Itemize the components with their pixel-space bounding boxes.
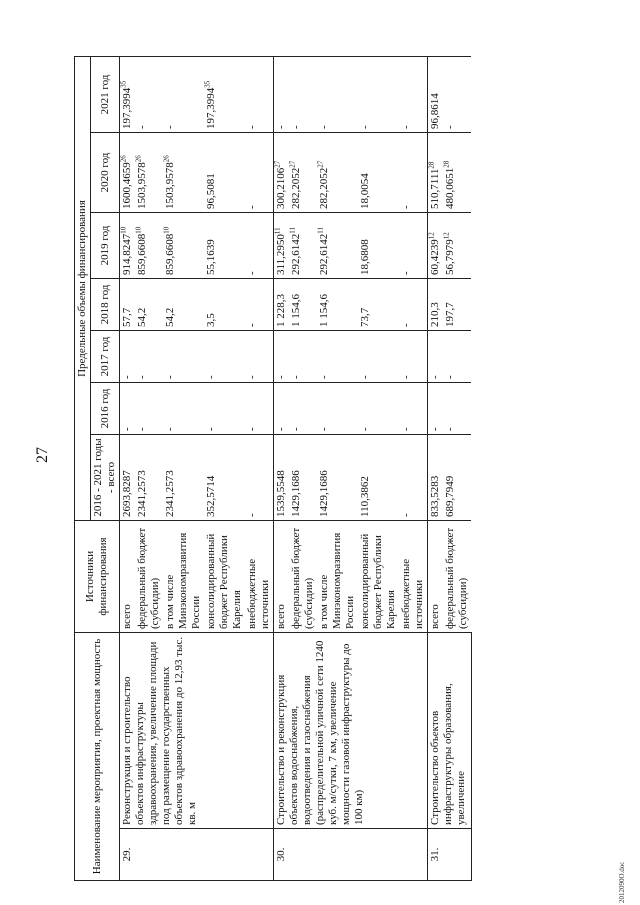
year-value (163, 383, 204, 435)
row-number: 30. (274, 829, 428, 881)
year-value (399, 133, 428, 213)
year-value (245, 279, 274, 331)
header-year: 2020 год (91, 133, 120, 213)
value-text: 55,1639 (205, 239, 217, 275)
footnote-mark: 12 (442, 232, 451, 240)
year-value (358, 331, 399, 383)
header-year: 2016 год (91, 383, 120, 435)
footnote-mark: 10 (134, 226, 143, 234)
footnote-mark: 26 (119, 155, 128, 163)
year-value (443, 57, 471, 133)
value-text: - (444, 125, 456, 129)
value-text: - (275, 125, 287, 129)
value-text: 859,6608 (136, 233, 148, 275)
year-value (120, 57, 136, 133)
value-text: - (164, 427, 176, 431)
value-text: 1503,9578 (136, 162, 148, 209)
year-value (120, 133, 136, 213)
year-value (245, 331, 274, 383)
value-text: - (205, 427, 217, 431)
value-text: 1 228,3 (275, 294, 287, 327)
value-text: - (400, 323, 412, 327)
header-year: 2017 год (91, 331, 120, 383)
value-text: 292,6142 (290, 233, 302, 275)
footnote-mark: 27 (288, 160, 297, 168)
page-number: 27 (34, 447, 51, 463)
footnote-mark: 27 (316, 160, 325, 168)
year-value (204, 57, 245, 133)
value-text: - (246, 125, 258, 129)
year-value (428, 57, 444, 133)
value-text: - (318, 125, 330, 129)
year-value (163, 331, 204, 383)
value-text: - (290, 427, 302, 431)
value-text: - (359, 427, 371, 431)
total-value: - (245, 435, 274, 521)
funding-source: всего (274, 521, 290, 633)
year-value (135, 279, 163, 331)
value-text: - (164, 125, 176, 129)
value-text: - (400, 125, 412, 129)
header-year: 2021 год (91, 57, 120, 133)
year-value (428, 331, 444, 383)
year-value (163, 57, 204, 133)
value-text: 73,7 (359, 307, 371, 327)
footnote-mark: 35 (203, 80, 212, 88)
year-value (135, 383, 163, 435)
measure-name: Строительство объектов инфраструктуры образования, увеличение (428, 633, 472, 829)
header-year: 2019 год (91, 213, 120, 279)
file-name: 2012090O.doc (618, 861, 626, 903)
table-body (120, 57, 472, 881)
value-text: - (429, 375, 441, 379)
year-value (399, 331, 428, 383)
table-row (274, 57, 290, 881)
footnote-mark: 28 (427, 161, 436, 169)
year-value (428, 133, 444, 213)
footnote-mark: 10 (162, 226, 171, 234)
value-text: - (246, 205, 258, 209)
year-value (358, 383, 399, 435)
total-value: 1429,1686 (317, 435, 358, 521)
value-text: 282,2052 (290, 167, 302, 209)
value-text: - (444, 427, 456, 431)
value-text: 197,7 (444, 302, 456, 327)
year-value (289, 57, 317, 133)
value-text: - (136, 125, 148, 129)
total-value: 689,7949 (443, 435, 471, 521)
year-value (399, 383, 428, 435)
year-value (135, 57, 163, 133)
footnote-mark: 26 (162, 155, 171, 163)
value-text: - (318, 427, 330, 431)
year-value (245, 383, 274, 435)
value-text: 914,8247 (121, 233, 133, 275)
total-value: 352,5714 (204, 435, 245, 521)
value-text: - (246, 427, 258, 431)
table-row (428, 57, 444, 881)
year-value (120, 331, 136, 383)
value-text: - (318, 375, 330, 379)
header-year: 2018 год (91, 279, 120, 331)
value-text: 96,8614 (429, 93, 441, 129)
header-source: Источники финансирования (75, 521, 120, 633)
value-text: 60,4239 (429, 239, 441, 275)
footnote-mark: 27 (273, 160, 282, 168)
value-text: 54,2 (164, 307, 176, 327)
value-text: - (290, 375, 302, 379)
year-value (317, 279, 358, 331)
funding-source: в том числе Минэкономразвития России (317, 521, 358, 633)
funding-source: в том числе Минэкономразвития России (163, 521, 204, 633)
year-value (289, 213, 317, 279)
total-value: 1539,5548 (274, 435, 290, 521)
total-value: 833,5283 (428, 435, 444, 521)
value-text: - (246, 375, 258, 379)
funding-source: внебюджетные источники (245, 521, 274, 633)
value-text: - (164, 375, 176, 379)
year-value (135, 331, 163, 383)
year-value (289, 133, 317, 213)
year-value (274, 133, 290, 213)
year-value (274, 279, 290, 331)
year-value (443, 383, 471, 435)
value-text: 1 154,6 (290, 294, 302, 327)
year-value (399, 57, 428, 133)
year-value (443, 331, 471, 383)
year-value (317, 383, 358, 435)
year-value (120, 383, 136, 435)
value-text: 54,2 (136, 307, 148, 327)
year-value (163, 213, 204, 279)
value-text: - (275, 375, 287, 379)
value-text: 96,5081 (205, 173, 217, 209)
year-value (245, 133, 274, 213)
total-value: 2341,2573 (135, 435, 163, 521)
funding-source: федеральный бюджет (субсидии) (289, 521, 317, 633)
year-value (443, 213, 471, 279)
year-value (358, 279, 399, 331)
year-value (428, 383, 444, 435)
footnote-mark: 26 (134, 155, 143, 163)
value-text: - (400, 271, 412, 275)
funding-source: консолидированный бюджет Республики Карелия (358, 521, 399, 633)
measure-name: Реконструкция и строительство объектов инфраструктуры здравоохранения, увеличение площади под размещение государственных объектов здравоохранения до 12,93 тыс. кв. м (120, 633, 274, 829)
value-text: 1600,4659 (121, 162, 133, 209)
value-text: - (429, 427, 441, 431)
footnote-mark: 11 (288, 227, 297, 234)
footnote-mark: 12 (427, 232, 436, 240)
value-text: 480,0651 (444, 167, 456, 209)
funding-source: федеральный бюджет (субсидии) (135, 521, 163, 633)
footnote-mark: 28 (442, 160, 451, 168)
funding-source: федеральный бюджет (субсидии) (443, 521, 471, 633)
value-text: 56,7979 (444, 239, 456, 275)
year-value (274, 213, 290, 279)
total-value: 2341,2573 (163, 435, 204, 521)
value-text: 3,5 (205, 313, 217, 327)
value-text: - (205, 375, 217, 379)
value-text: 18,0054 (359, 173, 371, 209)
year-value (358, 213, 399, 279)
value-text: 1503,9578 (164, 162, 176, 209)
year-value (204, 279, 245, 331)
value-text: 210,3 (429, 302, 441, 327)
measure-name: Строительство и реконструкция объектов водоснабжения, водоотведения и газоснабжения (распределительной уличной сети 1240 куб. м/сутки, 7 км, увеличение мощности газовой инфраструктуры до 100 км) (274, 633, 428, 829)
value-text: - (400, 375, 412, 379)
year-value (245, 57, 274, 133)
value-text: - (121, 375, 133, 379)
row-number: 31. (428, 829, 472, 881)
value-text: - (246, 323, 258, 327)
value-text: - (400, 205, 412, 209)
value-text: - (290, 125, 302, 129)
year-value (428, 279, 444, 331)
footnote-mark: 11 (273, 227, 282, 235)
value-text: 57,7 (121, 307, 133, 327)
year-value (358, 57, 399, 133)
value-text: - (136, 427, 148, 431)
year-value (399, 279, 428, 331)
value-text: - (444, 375, 456, 379)
footnote-mark: 11 (316, 227, 325, 234)
value-text: 300,2106 (275, 167, 287, 209)
year-value (428, 213, 444, 279)
value-text: 282,2052 (318, 167, 330, 209)
year-value (317, 213, 358, 279)
funding-source: всего (120, 521, 136, 633)
funding-source: внебюджетные источники (399, 521, 428, 633)
year-value (443, 133, 471, 213)
year-value (163, 133, 204, 213)
value-text: 311,2950 (275, 234, 287, 275)
year-value (135, 133, 163, 213)
year-value (289, 331, 317, 383)
total-value: - (399, 435, 428, 521)
year-value (399, 213, 428, 279)
year-value (443, 279, 471, 331)
year-value (163, 279, 204, 331)
footnote-mark: 35 (119, 80, 128, 88)
year-value (317, 57, 358, 133)
year-value (317, 331, 358, 383)
value-text: - (359, 125, 371, 129)
header-group: Предельные объемы финансирования (75, 57, 91, 521)
year-value (289, 383, 317, 435)
total-value: 2693,8287 (120, 435, 136, 521)
year-value (274, 383, 290, 435)
value-text: - (275, 427, 287, 431)
value-text: - (359, 375, 371, 379)
footnote-mark: 10 (119, 226, 128, 234)
value-text: 292,6142 (318, 233, 330, 275)
year-value (289, 279, 317, 331)
row-number: 29. (120, 829, 274, 881)
value-text: 859,6608 (164, 233, 176, 275)
year-value (204, 213, 245, 279)
value-text: 197,3994 (121, 87, 133, 129)
year-value (120, 213, 136, 279)
value-text: 510,7111 (429, 168, 441, 209)
year-value (204, 133, 245, 213)
total-value: 1429,1686 (289, 435, 317, 521)
year-value (274, 57, 290, 133)
value-text: - (136, 375, 148, 379)
year-value (358, 133, 399, 213)
value-text: 18,6808 (359, 239, 371, 275)
header-name: Наименование мероприятия, проектная мощность (75, 633, 120, 881)
year-value (135, 213, 163, 279)
funding-source: всего (428, 521, 444, 633)
total-value: 110,3862 (358, 435, 399, 521)
year-value (317, 133, 358, 213)
header-total: 2016 - 2021 годы - всего (91, 435, 120, 521)
value-text: - (400, 427, 412, 431)
value-text: 1 154,6 (318, 294, 330, 327)
year-value (274, 331, 290, 383)
financing-table (74, 56, 472, 881)
value-text: - (121, 427, 133, 431)
table-row (120, 57, 136, 881)
year-value (204, 383, 245, 435)
year-value (245, 213, 274, 279)
year-value (120, 279, 136, 331)
funding-source: консолидированный бюджет Республики Карелия (204, 521, 245, 633)
value-text: - (246, 271, 258, 275)
year-value (204, 331, 245, 383)
value-text: 197,3994 (205, 87, 217, 129)
